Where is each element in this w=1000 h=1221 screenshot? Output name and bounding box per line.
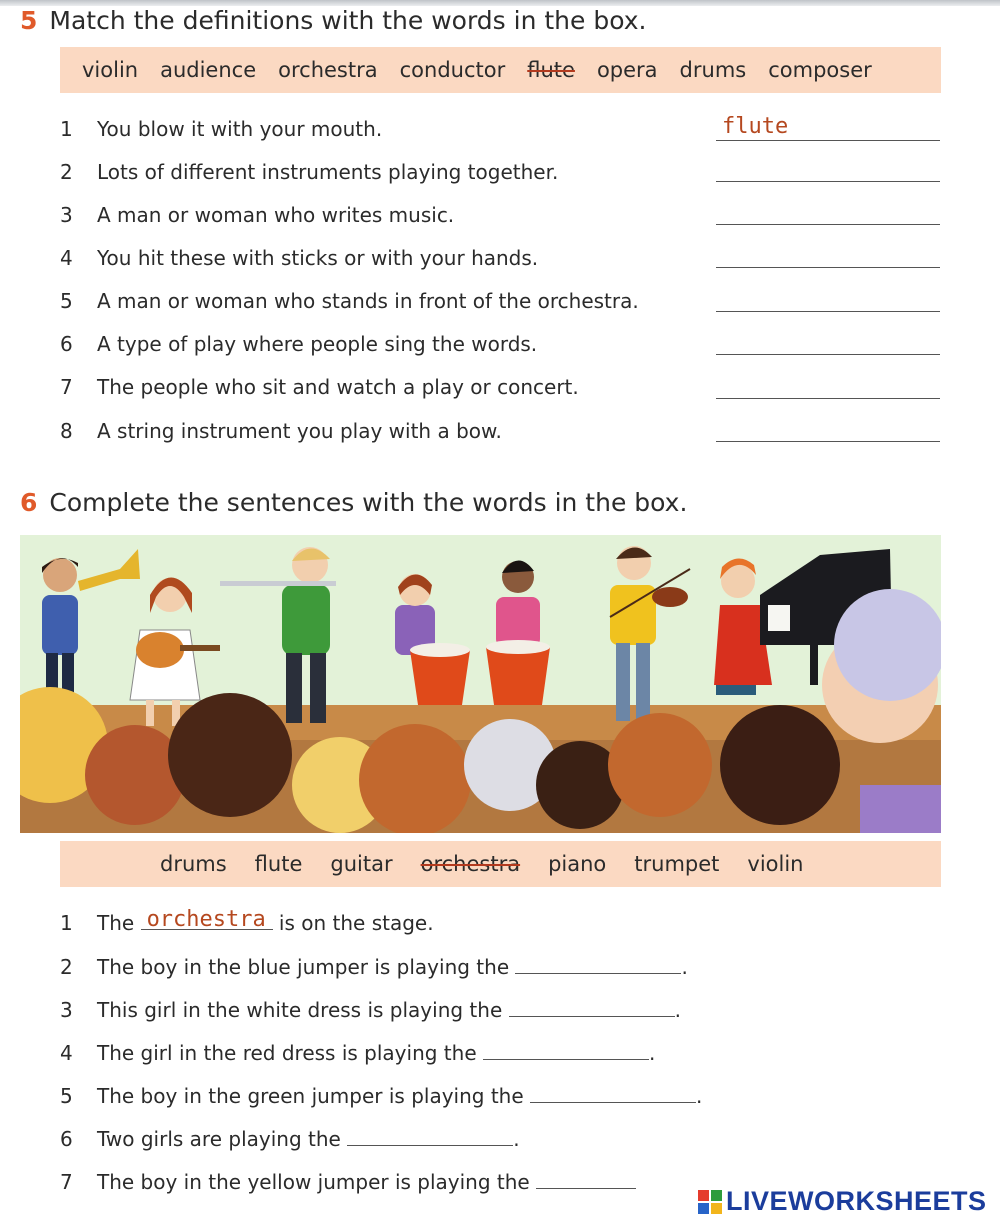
definition-row — [60, 203, 454, 227]
word-box-item: drums — [160, 852, 227, 876]
word-box-item: drums — [679, 58, 747, 82]
sentence-end: . — [696, 1084, 703, 1108]
sentence-start: Two girls are playing the — [97, 1127, 341, 1151]
answer-field-4[interactable] — [716, 243, 940, 268]
item-number: 3 — [60, 998, 73, 1022]
word-box-item: trumpet — [634, 852, 720, 876]
answer-field-8[interactable] — [716, 417, 940, 442]
sentence-answer-field-5[interactable] — [530, 1084, 696, 1103]
exercise-5-number: 5 — [20, 6, 38, 35]
item-number: 4 — [60, 1041, 73, 1065]
word-box-item: conductor — [399, 58, 506, 82]
item-number: 4 — [60, 246, 73, 270]
definition-row — [60, 246, 538, 270]
definition-row — [60, 419, 502, 443]
item-number: 7 — [60, 375, 73, 399]
word-box-item: audience — [160, 58, 257, 82]
answer-field-3[interactable] — [716, 200, 940, 225]
liveworksheets-logo-icon — [698, 1190, 722, 1214]
liveworksheets-logo[interactable] — [698, 1186, 987, 1217]
concert-illustration-svg — [20, 535, 941, 833]
sentence-start: The girl in the red dress is playing the — [97, 1041, 477, 1065]
definition-row — [60, 332, 537, 356]
sentence-row — [60, 1127, 520, 1151]
sentence-end: is on the stage. — [278, 911, 434, 935]
answer-field-6[interactable] — [716, 330, 940, 355]
sentence-start: The — [97, 911, 135, 935]
answer-text: flute — [722, 114, 789, 139]
word-box-item-used: flute — [527, 58, 575, 82]
exercise-5-heading — [20, 6, 647, 35]
exercise-6-number: 6 — [20, 488, 38, 517]
definition-row — [60, 289, 639, 313]
definition-text: A type of play where people sing the words. — [97, 332, 538, 356]
exercise-6-title: Complete the sentences with the words in the box. — [49, 488, 688, 517]
concert-scene-illustration — [20, 535, 941, 833]
sentence-answer-field-3[interactable] — [509, 998, 675, 1017]
sentence-row — [60, 1084, 702, 1108]
item-number: 3 — [60, 203, 73, 227]
answer-field-1[interactable] — [716, 116, 940, 141]
definition-text: A man or woman who stands in front of the orchestra. — [97, 289, 639, 313]
sentence-start: This girl in the white dress is playing the — [97, 998, 503, 1022]
word-box-item: flute — [254, 852, 303, 876]
definition-text: You hit these with sticks or with your hands. — [97, 246, 539, 270]
word-box-item: piano — [548, 852, 607, 876]
sentence-row — [60, 1041, 655, 1065]
sentence-answer-field-6[interactable] — [347, 1127, 513, 1146]
definition-text: A string instrument you play with a bow. — [97, 419, 502, 443]
word-box-item: orchestra — [278, 58, 378, 82]
item-number: 6 — [60, 332, 73, 356]
word-box-item: guitar — [330, 852, 393, 876]
item-number: 2 — [60, 955, 73, 979]
sentence-start: The boy in the blue jumper is playing the — [97, 955, 510, 979]
sentence-row — [60, 907, 434, 935]
item-number: 5 — [60, 1084, 73, 1108]
sentence-answer-field-1[interactable] — [141, 907, 273, 932]
sentence-answer-field-2[interactable] — [515, 955, 681, 974]
item-number: 6 — [60, 1127, 73, 1151]
sentence-answer-field-4[interactable] — [483, 1041, 649, 1060]
definition-text: The people who sit and watch a play or concert. — [97, 375, 579, 399]
definition-row — [60, 160, 558, 184]
word-box-item: violin — [82, 58, 139, 82]
word-box-item: opera — [596, 58, 658, 82]
sentence-start: The boy in the yellow jumper is playing the — [97, 1170, 530, 1194]
definition-text: Lots of different instruments playing together. — [97, 160, 559, 184]
answer-text: orchestra — [146, 907, 266, 932]
sentence-row — [60, 998, 681, 1022]
exercise-6-word-box — [60, 841, 941, 887]
exercise-5-title: Match the definitions with the words in the box. — [49, 6, 647, 35]
sentence-answer-field-7[interactable] — [536, 1170, 636, 1189]
answer-field-7[interactable] — [716, 374, 940, 399]
item-number: 2 — [60, 160, 73, 184]
definition-row — [60, 117, 382, 141]
word-box-item: violin — [747, 852, 804, 876]
sentence-row — [60, 955, 688, 979]
exercise-5-word-box — [60, 47, 941, 93]
answer-field-2[interactable] — [716, 157, 940, 182]
item-number: 8 — [60, 419, 73, 443]
definition-text: A man or woman who writes music. — [97, 203, 455, 227]
sentence-row — [60, 1170, 636, 1194]
exercise-6-heading — [20, 488, 687, 517]
item-number: 1 — [60, 911, 73, 935]
item-number: 5 — [60, 289, 73, 313]
word-box-item: composer — [768, 58, 872, 82]
sentence-start: The boy in the green jumper is playing the — [97, 1084, 524, 1108]
item-number: 7 — [60, 1170, 73, 1194]
word-box-item-used: orchestra — [420, 852, 521, 876]
answer-field-5[interactable] — [716, 287, 940, 312]
sentence-end: . — [681, 955, 688, 979]
definition-text: You blow it with your mouth. — [97, 117, 383, 141]
logo-text: LIVEWORKSHEETS — [726, 1186, 987, 1216]
sentence-end: . — [513, 1127, 520, 1151]
sentence-end: . — [648, 1041, 656, 1065]
sentence-end: . — [674, 998, 681, 1022]
definition-row — [60, 375, 579, 399]
item-number: 1 — [60, 117, 73, 141]
